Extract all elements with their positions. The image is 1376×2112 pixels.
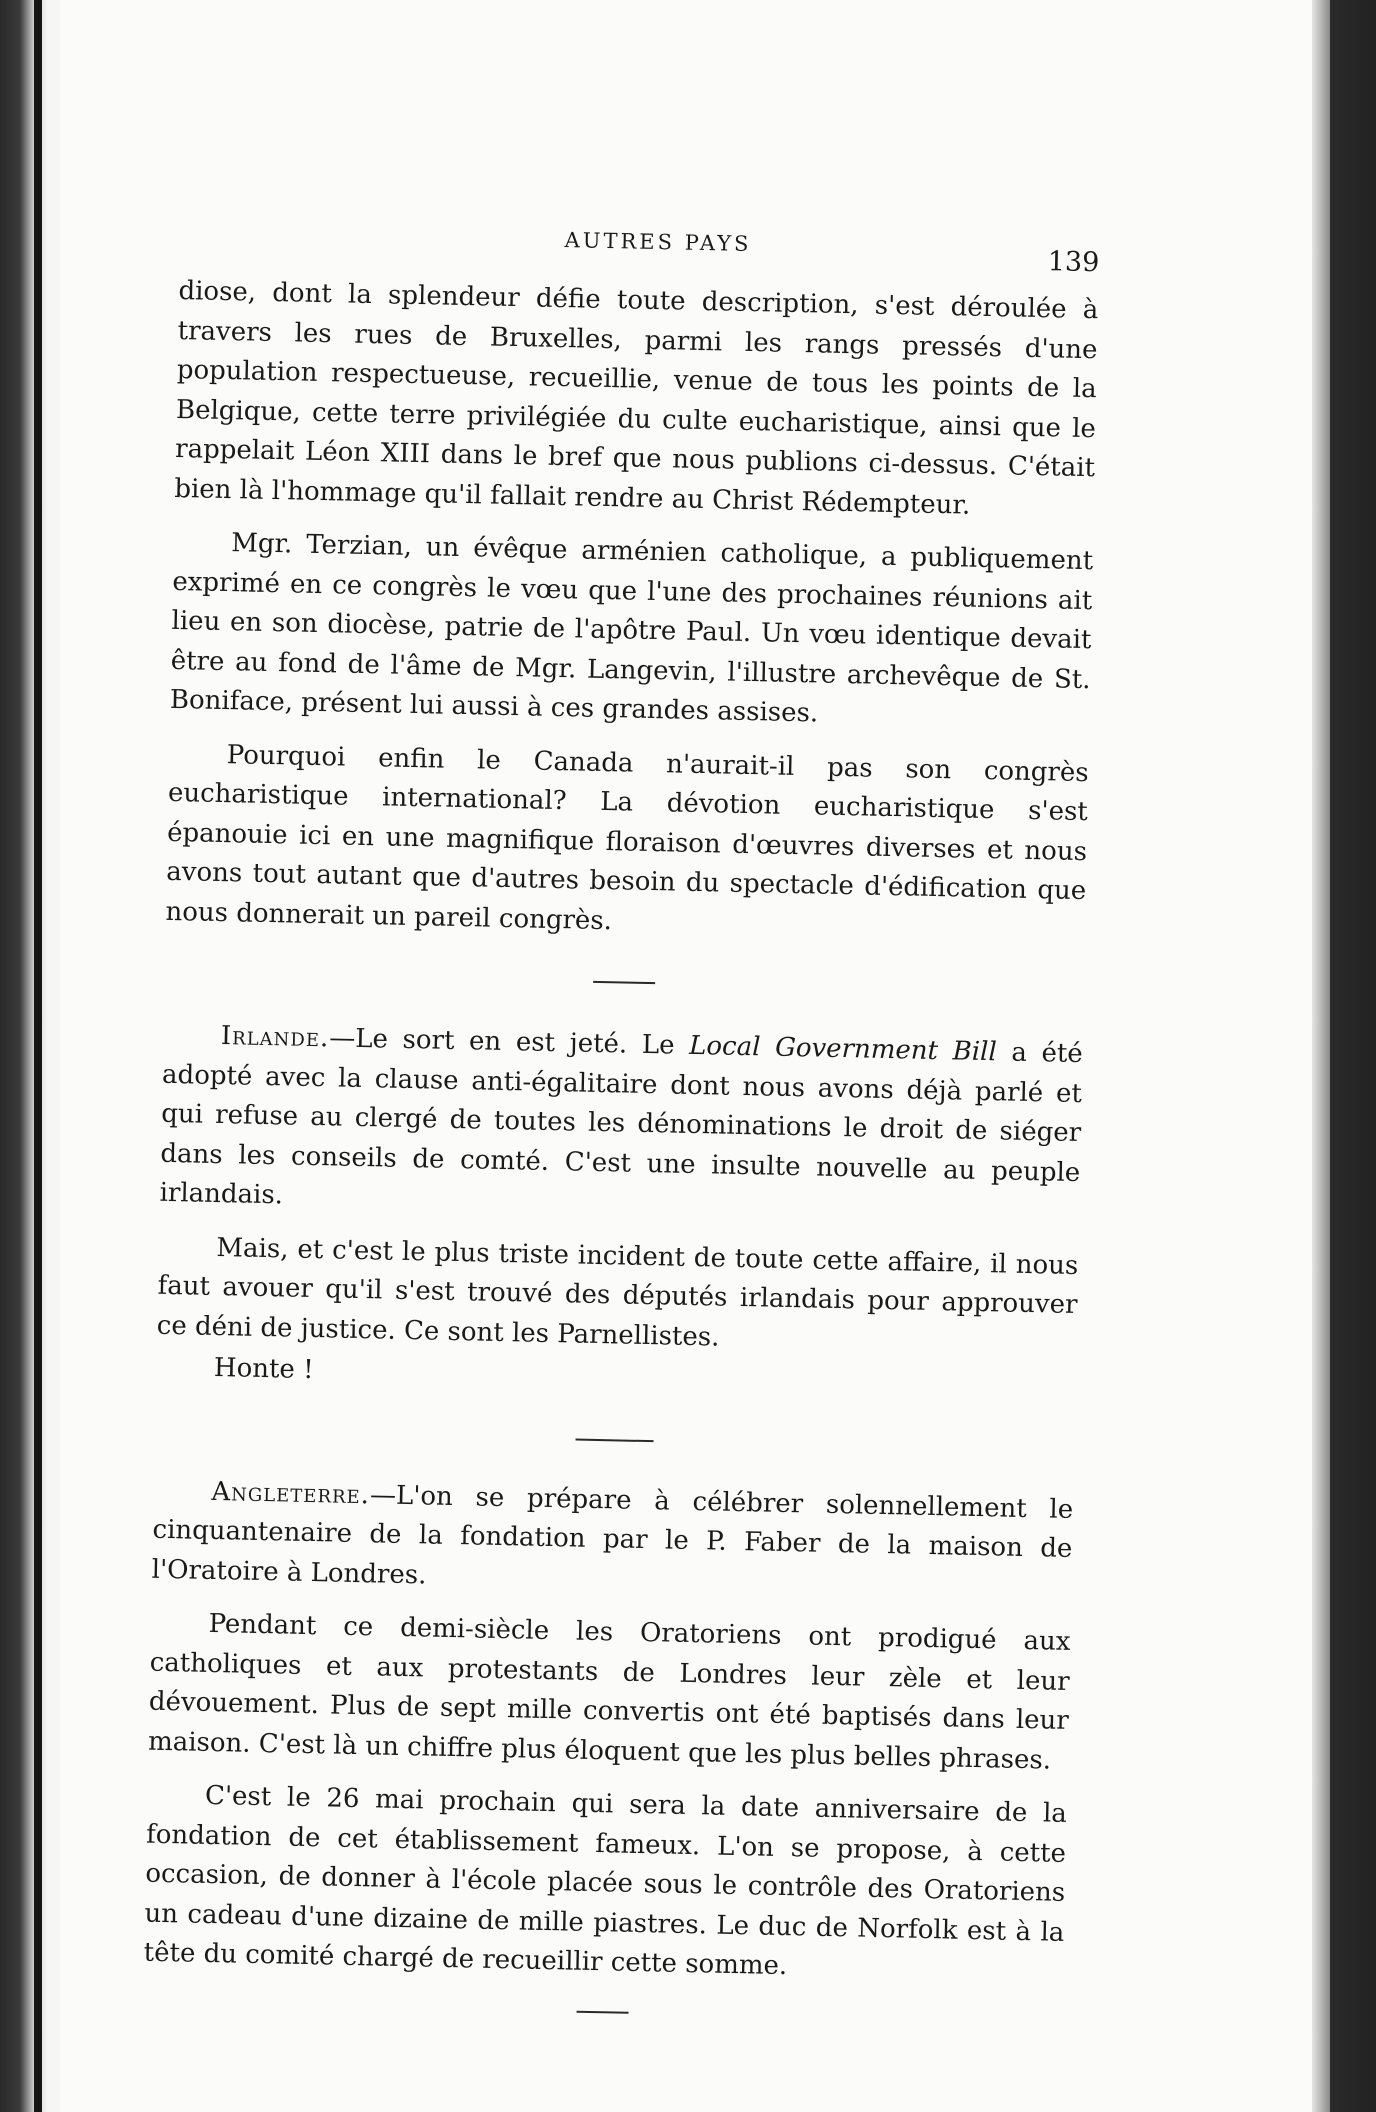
page-number: 139	[1047, 246, 1100, 279]
paragraph-parnellistes: Mais, et c'est le plus triste incident de toute cette affaire, il nous faut avouer qu'il s'est trouvé des députés irlandais pour approuver ce déni de justice. Ce sont les Parnellistes.	[156, 1232, 1079, 1353]
section-divider	[576, 1438, 654, 1442]
paragraph-canada: Pourquoi enfin le Canada n'aurait-il pas son congrès eucharistique international? La dévotion eucharistique s'est épanouie ici en une magnifique floraison d'œuvres diverses et nous avons tout autant que d'autres besoin du spectacle d'édification que nous donnerait un pareil congrès.	[165, 739, 1089, 936]
book-gutter	[34, 0, 42, 2112]
paragraph-terzian: Mgr. Terzian, un évêque arménien catholique, a publiquement exprimé en ce congrès le vœu que l'une des prochaines réunions ait lieu en son diocèse, patrie de l'apôtre Paul. Un vœu identique devait être au fond de l'âme de Mgr. Langevin, l'illustre archevêque de St. Boniface, présent lui aussi à ces grandes assises.	[169, 528, 1094, 729]
bill-title: Local Government Bill	[688, 1030, 998, 1068]
section-divider	[593, 981, 655, 984]
paragraph-irlande-lead	[159, 1016, 1083, 1233]
paragraph-honte: Honte !	[213, 1352, 314, 1386]
running-title: AUTRES PAYS	[564, 228, 752, 256]
page-edge-shadow	[1312, 0, 1330, 2112]
paragraph-oratoriens: Pendant ce demi-siècle les Oratoriens ont prodigué aux catholiques et aux protestants de Londres leur zèle et leur dévouement. Plus de sept mille convertis ont été baptisés dans leur maison. C'est là un chiffre plus éloquent que les plus belles phrases.	[147, 1608, 1071, 1776]
paragraph-continued: diose, dont la splendeur défie toute description, s'est déroulée à travers les rues de Bruxelles, parmi les rangs pressés d'une population respectueuse, recueillie, venue de tous les points de la Belgique, cette terre privilégiée du culte eucharistique, ainsi que le rappelait Léon XIII dans le bref que nous publions ci-dessus. C'était bien là l'hommage qu'il fallait rendre au Christ Rédempteur.	[174, 275, 1099, 521]
irlande-lead-text: —Le sort en est jeté. Le	[328, 1023, 690, 1061]
page-text-block	[143, 220, 1100, 2022]
paragraph-angleterre-lead	[151, 1471, 1073, 1609]
section-heading-irlande: Irlande.	[220, 1021, 330, 1054]
angleterre-lead-text: —L'on se prépare à célébrer solennellement le cinquantenaire de la fondation par le P. Faber de la maison de l'Oratoire à Londres.	[151, 1479, 1074, 1590]
irlande-lead-rest: a été adopté avec la clause anti-égalitaire dont nous avons déjà parlé et qui refuse au clergé de toutes les dénominations le droit de siéger dans les conseils de comté. C'est une insulte nouvelle au peuple irlandais.	[159, 1037, 1084, 1211]
section-heading-angleterre: Angleterre.	[211, 1476, 371, 1510]
paragraph-anniversaire: C'est le 26 mai prochain qui sera la date anniversaire de la fondation de cet établissement fameux. L'on se propose, à cette occasion, de donner à l'école placée sous le contrôle des Oratoriens un cadeau d'une dizaine de mille piastres. Le duc de Norfolk est à la tête du comité chargé de recueillir cette somme.	[143, 1780, 1068, 1982]
